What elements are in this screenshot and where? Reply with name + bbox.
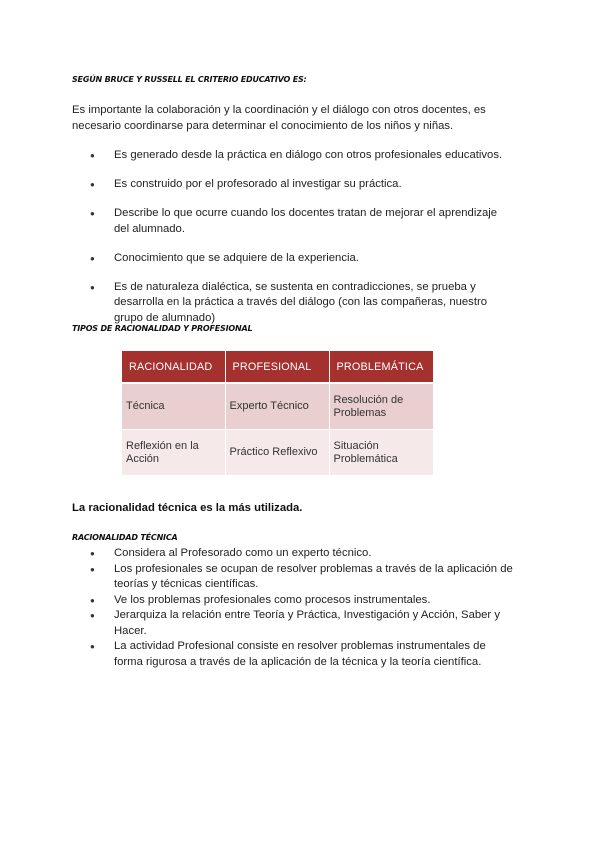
table-cell: Reflexión en la Acción [122,430,225,476]
technical-statement: La racionalidad técnica es la más utilizada. [72,502,303,514]
table-cell: Experto Técnico [225,383,329,430]
technical-item: ● Considera al Profesorado como un experto técnico. [90,546,515,562]
rationality-table [122,351,433,476]
table-header-cell: PROBLEMÁTICA [329,351,433,383]
technical-item: ● Jerarquiza la relación entre Teoría y Práctica, Investigación y Acción, Saber y Hacer. [90,608,515,639]
criteria-item: ● Es de naturaleza dialéctica, se sustenta en contradicciones, se prueba y desarrolla en la práctica a través del diálogo (con las compañeras, nuestro grupo de alumnado) [90,280,515,327]
table-cell: Situación Problemática [329,430,433,476]
technical-heading: RACIONALIDAD TÉCNICA [72,533,178,542]
technical-list [90,546,515,670]
technical-item: ● La actividad Profesional consiste en resolver problemas instrumentales de forma rigurosa a través de la aplicación de la técnica y la teoría científica. [90,639,515,670]
criteria-item: ● Describe lo que ocurre cuando los docentes tratan de mejorar el aprendizaje del alumnado. [90,206,515,237]
table-cell: Práctico Reflexivo [225,430,329,476]
table-cell: Resolución de Problemas [329,383,433,430]
table-header-cell: RACIONALIDAD [122,351,225,383]
technical-item: ● Ve los problemas profesionales como procesos instrumentales. [90,593,515,609]
technical-item: ● Los profesionales se ocupan de resolver problemas a través de la aplicación de teorías y técnicas científicas. [90,562,515,593]
table-cell: Técnica [122,383,225,430]
types-heading: TIPOS DE RACIONALIDAD Y PROFESIONAL [72,324,253,333]
table-header-cell: PROFESIONAL [225,351,329,383]
table-row [122,383,433,430]
criteria-intro: Es importante la colaboración y la coordinación y el diálogo con otros docentes, es necesario coordinarse para determinar el conocimiento de los niños y niñas. [72,104,486,132]
criteria-item: ● Es construido por el profesorado al investigar su práctica. [90,177,515,193]
criteria-list [90,148,515,340]
table-header-row [122,351,433,383]
criteria-item: ● Conocimiento que se adquiere de la experiencia. [90,251,515,267]
criteria-heading: SEGÚN BRUCE Y RUSSELL EL CRITERIO EDUCATIVO ES: [72,75,307,84]
table-row [122,430,433,476]
criteria-item: ● Es generado desde la práctica en diálogo con otros profesionales educativos. [90,148,515,164]
